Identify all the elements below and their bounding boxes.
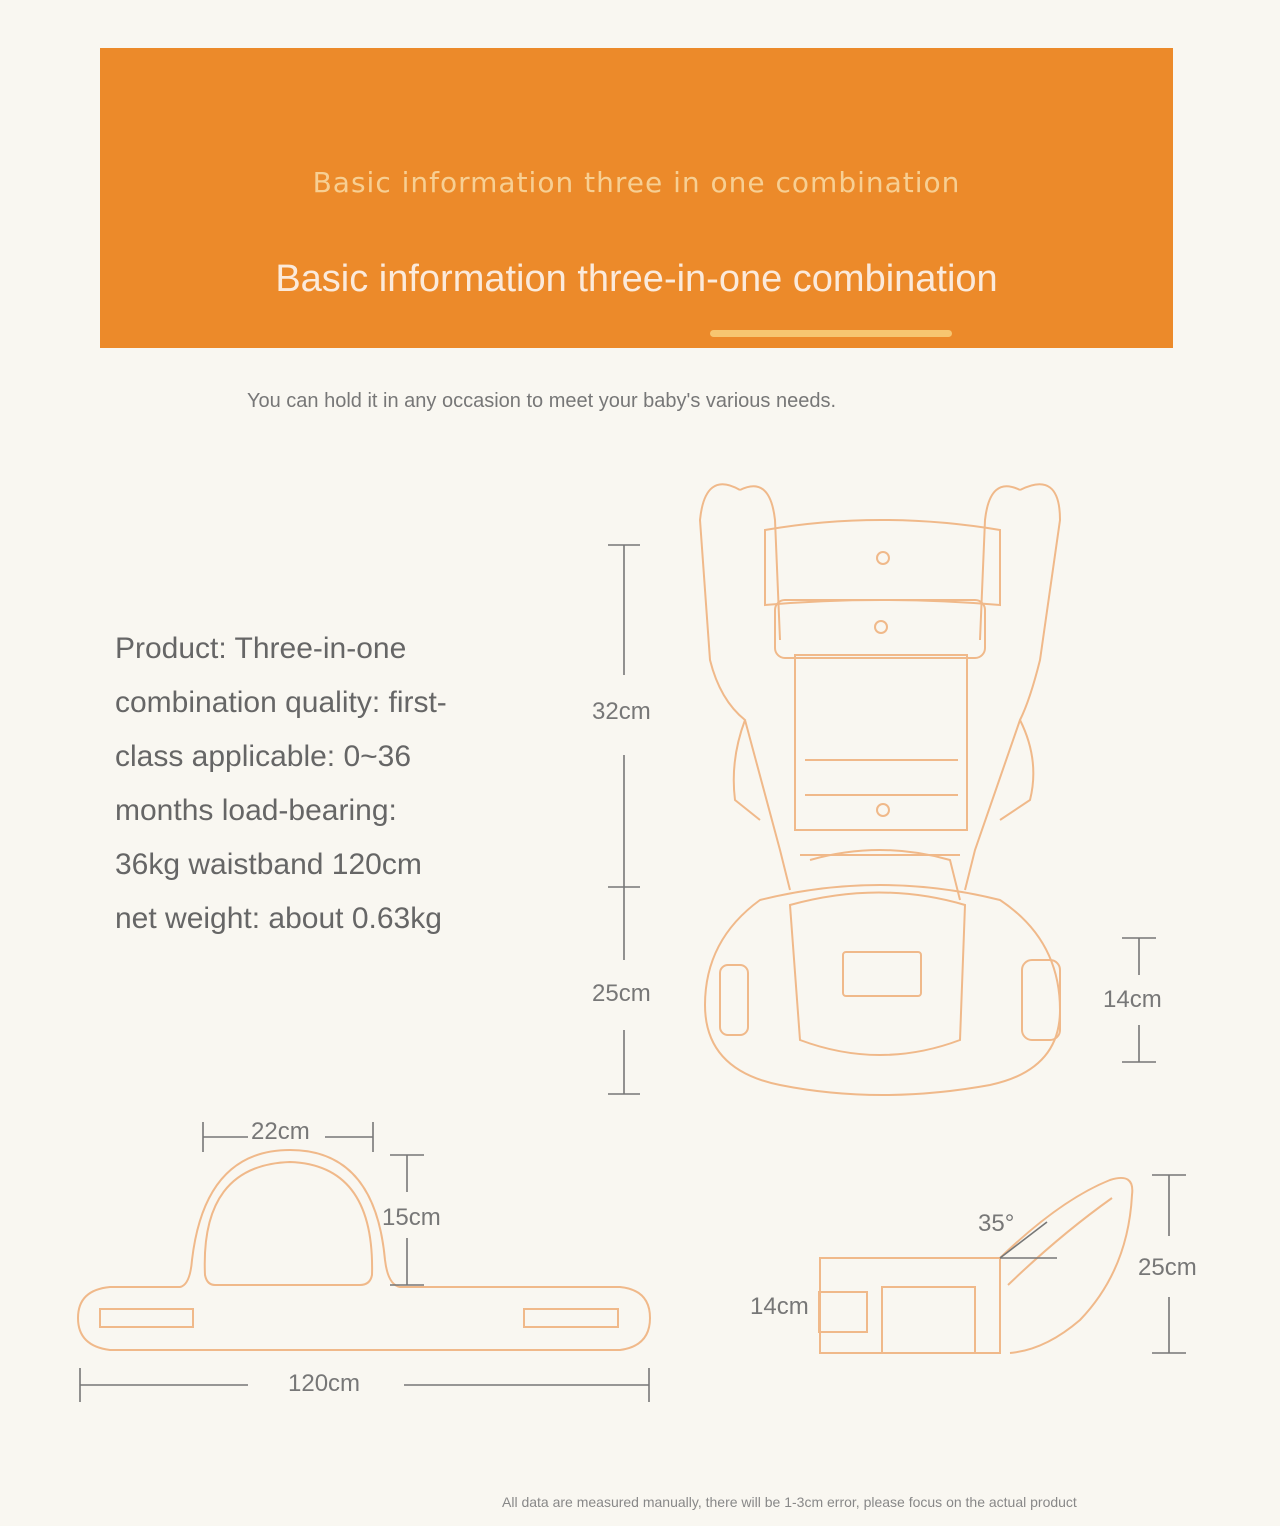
banner-subtitle: Basic information three in one combination: [312, 166, 961, 199]
carrier-dimension-lines: [608, 545, 1156, 1094]
dim-pad-width: 22cm: [251, 1118, 310, 1145]
spec-line: combination quality: first-: [115, 686, 447, 719]
waistband-dimension-lines: [80, 1122, 649, 1402]
carrier-illustration: [700, 484, 1060, 1095]
dim-seat-front: 14cm: [1103, 986, 1162, 1013]
spec-line: months load-bearing:: [115, 794, 397, 827]
seat-side-illustration: [819, 1178, 1132, 1353]
dim-carrier-upper: 32cm: [592, 698, 651, 725]
banner-title: Basic information three-in-one combination: [275, 258, 998, 300]
spec-line: 36kg waistband 120cm: [115, 848, 422, 881]
tagline: You can hold it in any occasion to meet your baby's various needs.: [247, 390, 836, 412]
waistband-illustration: [78, 1150, 650, 1350]
spec-line: Product: Three-in-one: [115, 632, 407, 665]
dim-seat-angle: 35°: [978, 1210, 1015, 1237]
footnote: All data are measured manually, there will be 1-3cm error, please focus on the actual product: [502, 1494, 1077, 1510]
spec-line: net weight: about 0.63kg: [115, 902, 442, 935]
dim-pad-height: 15cm: [382, 1204, 441, 1231]
dim-seat-side-height: 25cm: [1138, 1254, 1197, 1281]
dim-seat-side-depth: 14cm: [750, 1293, 809, 1320]
dim-carrier-lower: 25cm: [592, 980, 651, 1007]
spec-line: class applicable: 0~36: [115, 740, 412, 773]
dim-waistband-length: 120cm: [288, 1370, 361, 1397]
